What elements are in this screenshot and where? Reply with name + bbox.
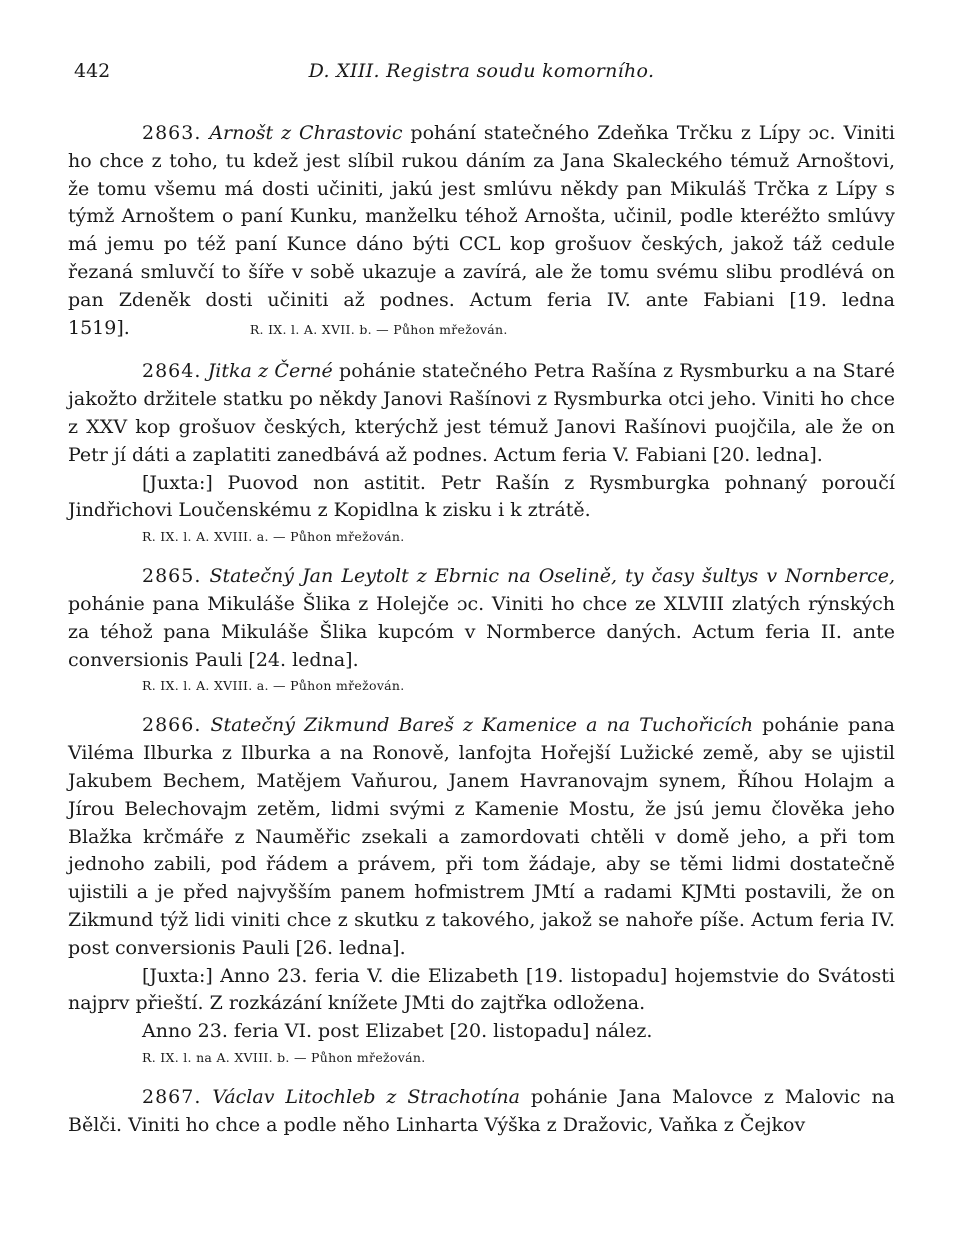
entry-paragraph <box>68 712 895 962</box>
entry-title: Statečný Jan Leytolt z Ebrnic na Oselině, ty časy šultys v Nornberce, <box>209 565 895 588</box>
entry-note: [Juxta:] Anno 23. feria V. die Elizabeth [19. listopadu] hojemstvie do Svátosti najprv přieští. Z rozkázání knížete JMti do zajtřka odložena. <box>68 964 895 1015</box>
page-header <box>68 60 895 90</box>
citation: R. IX. l. A. XVIII. a. — Půhon mřežován. <box>142 678 405 694</box>
entry-paragraph <box>68 1084 895 1140</box>
entry-title: Jitka z Černé <box>207 360 333 383</box>
entry-text: pohánie pana Viléma Ilburka z Ilburka a na Ronově, lanfojta Hořejší Lužické země, aby se ujistil Jakubem Bechem, Matějem Vaňurou, Janem Havranovajm synem, Říhou Holajm a Jírou Belechovajm zetěm, lidmi svými z Kamenie Mostu, že jsú jemu člověka jeho Blažka krčmáře z Nauměřic zsekali a zamordovati chtěli v domě jeho, a při tom jednoho zabili, pod řádem a právem, při tom žádaje, aby se těmi lidmi dostatečně ujistili a je před najvyšším panem hofmistrem JMtí a radami KJMti postavili, že on Zikmund týž lidi viniti chce z skutku z takového, jakož se nahoře píše. Actum feria IV. post conversionis Pauli [26. ledna]. <box>68 714 896 959</box>
entry-number: 2864. <box>142 360 202 383</box>
entry-text: pohánie Jana Malovce z Malovic na Bělči. Viniti ho chce a podle něho Linharta Výška z Dražovic, Vaňka z Čejkov <box>68 1085 896 1136</box>
citation: R. IX. l. A. XVII. b. — Půhon mřežován. <box>249 321 508 337</box>
entry-text: pohánie pana Mikuláše Šlika z Holejče ɔc. Viniti ho chce ze XLVIII zlatých rýnských za téhož pana Mikuláše Šlika kupcóm v Normberce daných. Actum feria II. ante conversionis Pauli [24. ledna]. <box>68 592 895 671</box>
entry-2867 <box>68 1084 895 1140</box>
entry-paragraph <box>68 120 895 342</box>
running-title: D. XIII. Registra soudu komorního. <box>308 60 655 82</box>
entry-2866 <box>68 712 895 1068</box>
entry-2865 <box>68 563 895 696</box>
entry-number: 2865. <box>142 565 202 588</box>
entry-text: pohání statečného Zdeňka Trčku z Lípy ɔc. Viniti ho chce z toho, tu kdež jest slíbil rukou dáním za Jana Skaleckého témuž Arnoštovi, že tomu všemu má dosti učiniti, jakú jest smlúvu někdy pan Mikuláš Trčka z Lípy s týmž Arnoštem o paní Kunku, manželku téhož Arnošta, učinil, podle kteréžto smlúvy má jemu po též paní Kunce dáno býti CCL kop grošuov českých, jakož táž cedule řezaná smluvčí to šíře v sobě ukazuje a zavírá, ale že tomu svému slibu prodlévá on pan Zdeněk dosti učiniti až podnes. Actum feria IV. ante Fabiani [19. ledna 1519]. <box>68 122 895 339</box>
document-page <box>68 60 895 1156</box>
entry-2864 <box>68 358 895 547</box>
entry-text: pohánie statečného Petra Rašína z Rysmburku a na Staré jakožto držitele statku po někdy Janovi Rašínovi z Rysmburka otci jeho. Viniti ho chce z XXV kop grošuov českých, kterýchž jest témuž Janovi Rašínovi puojčila, ale že on Petr jí dáti a zaplatiti zanedbává až podnes. Actum feria V. Fabiani [20. ledna]. <box>68 360 895 466</box>
citation: R. IX. l. A. XVIII. a. — Půhon mřežován. <box>142 529 405 545</box>
entry-title: Arnošt z Chrastovic <box>209 122 403 144</box>
citation: R. IX. l. na A. XVIII. b. — Půhon mřežován. <box>142 1049 426 1065</box>
entry-paragraph <box>68 358 895 469</box>
entry-2863 <box>68 120 895 342</box>
entry-number: 2866. <box>142 714 202 737</box>
entry-number: 2867. <box>142 1085 202 1108</box>
entry-number: 2863. <box>142 122 202 144</box>
entry-title: Statečný Zikmund Bareš z Kamenice a na Tuchořicích <box>210 714 754 737</box>
page-number: 442 <box>74 60 111 82</box>
entry-note: [Juxta:] Puovod non astitit. Petr Rašín z Rysmburgka pohnaný poroučí Jindřichovi Loučenskému z Kopidlna k zisku i k ztrátě. <box>68 471 895 522</box>
entry-title: Václav Litochleb z Strachotína <box>212 1085 520 1108</box>
entry-paragraph <box>68 563 895 674</box>
entries <box>68 120 895 1140</box>
entry-note: Anno 23. feria VI. post Elizabet [20. listopadu] nález. <box>142 1020 653 1043</box>
